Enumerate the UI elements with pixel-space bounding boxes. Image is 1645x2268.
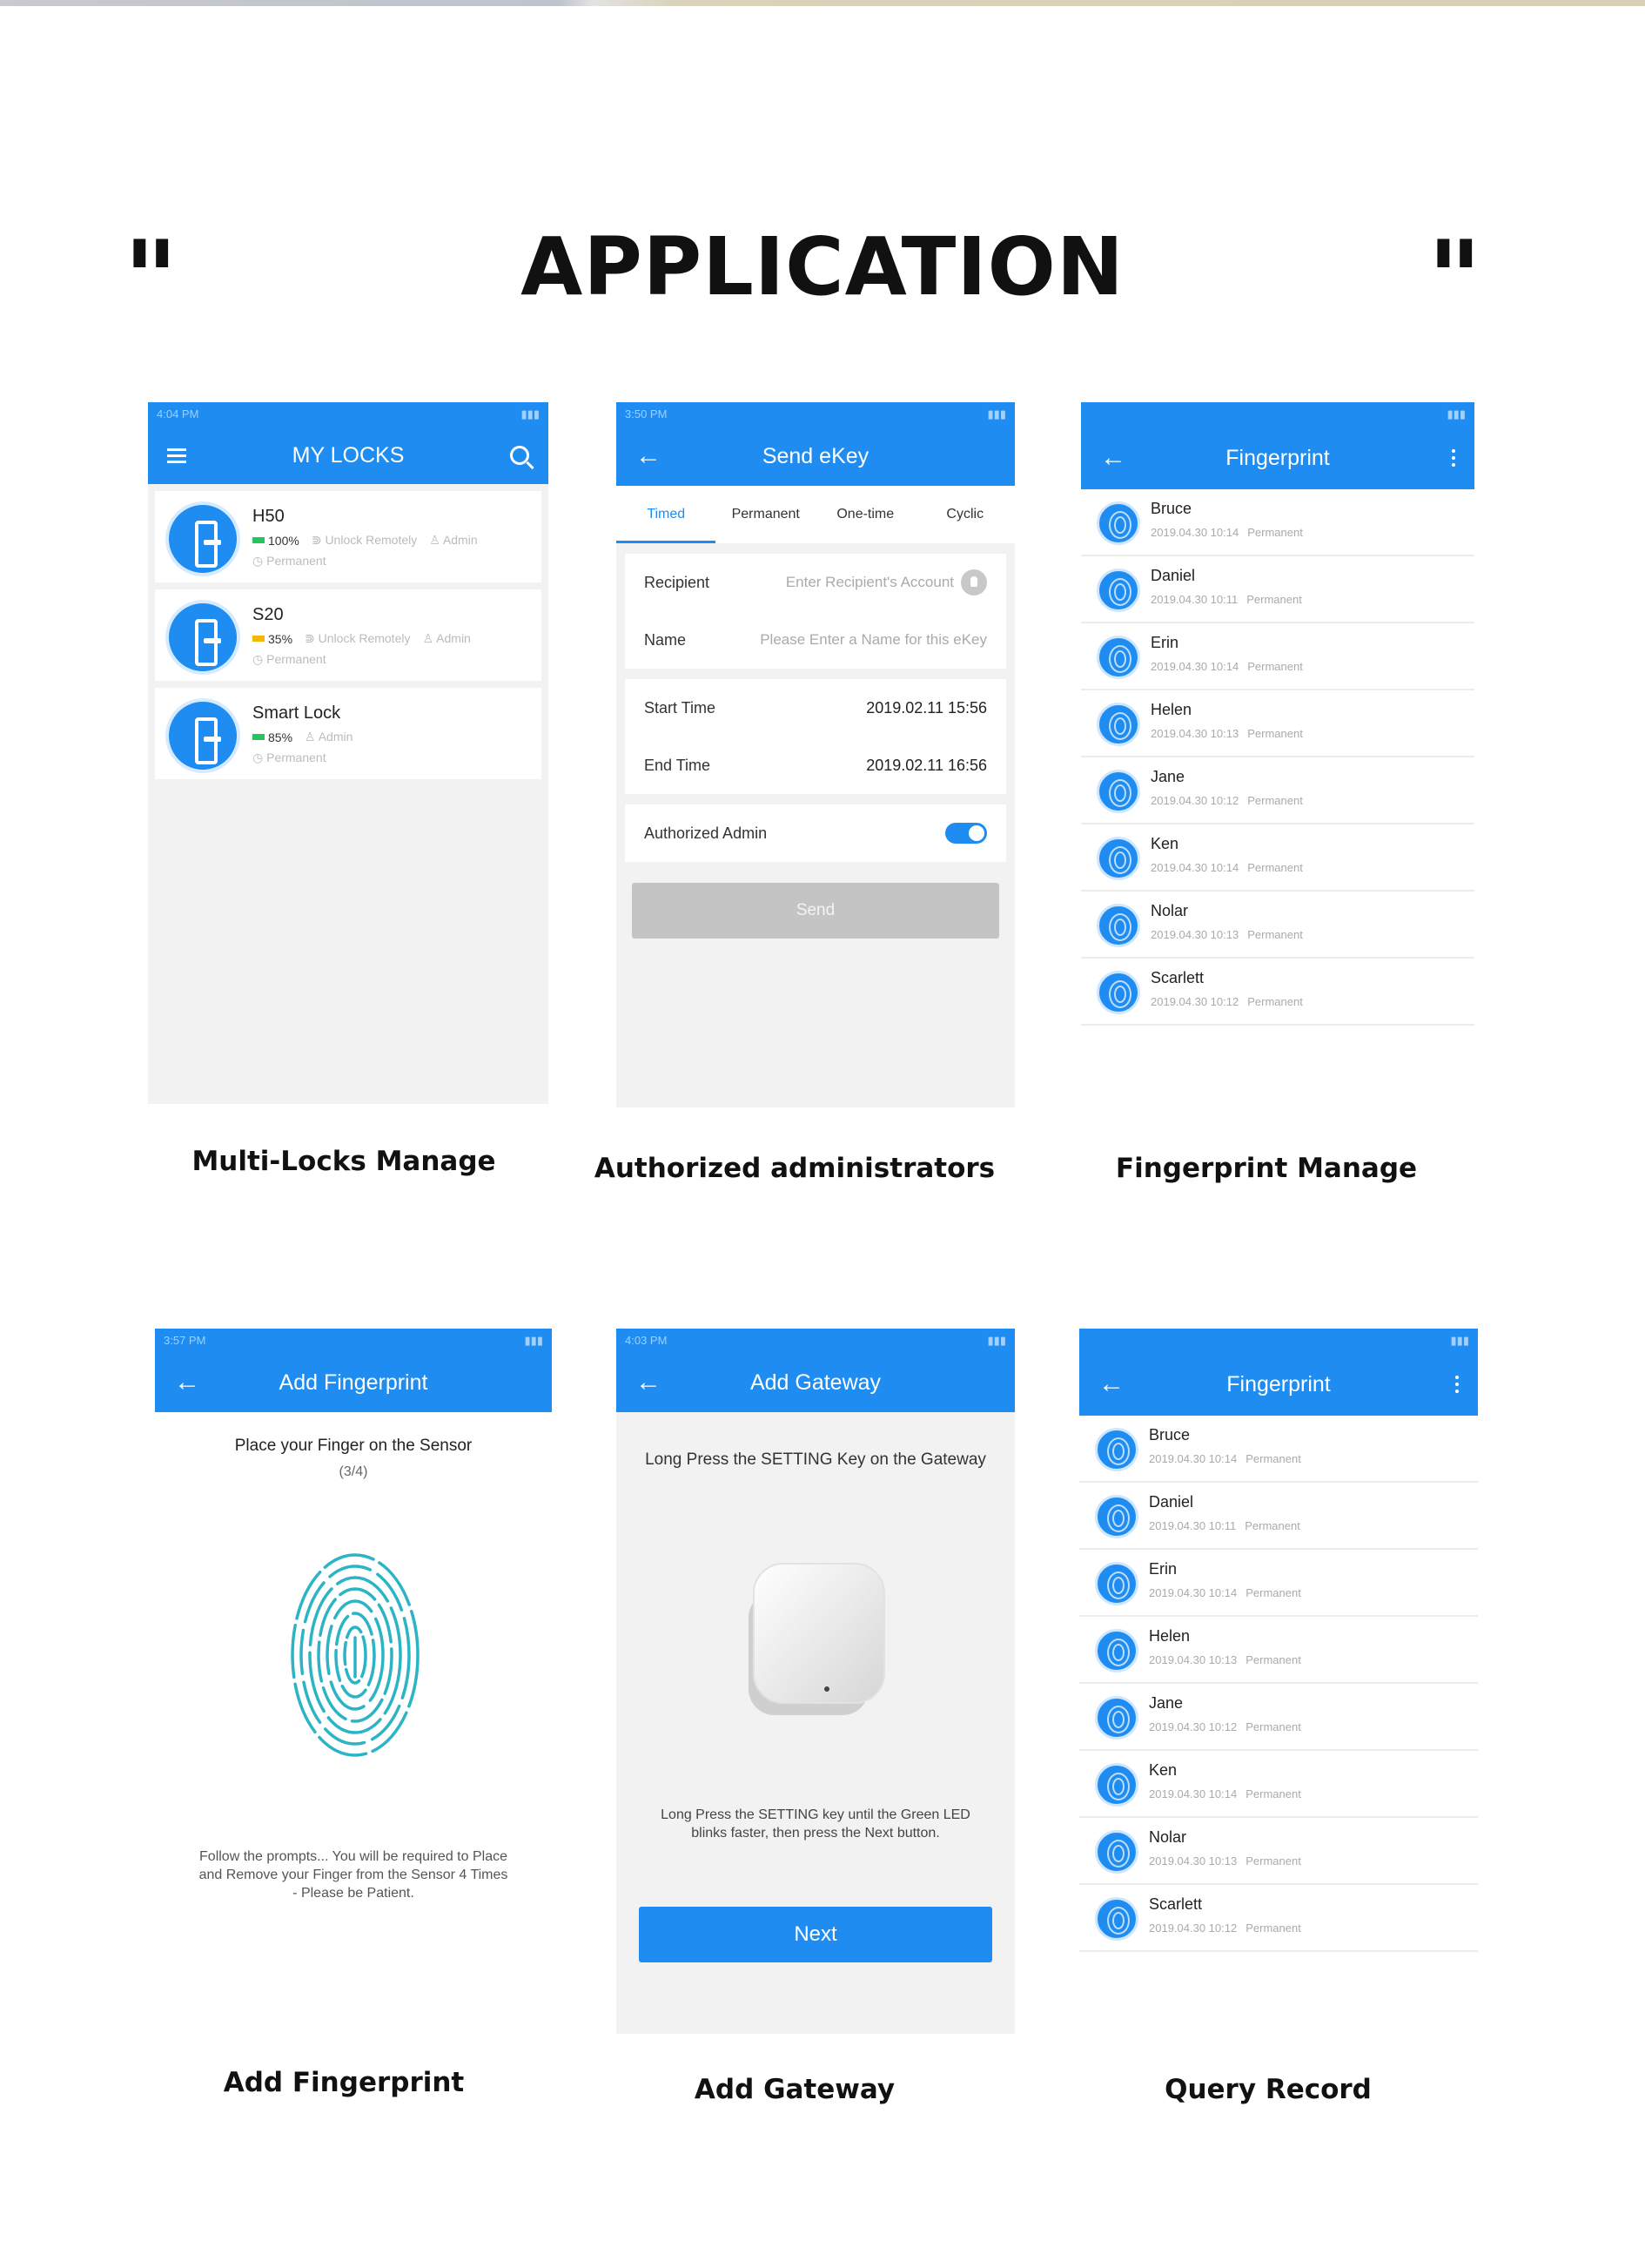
list-item[interactable]: Jane 2019.04.30 10:12 Permanent xyxy=(1079,1684,1478,1751)
recipient-block xyxy=(625,554,1006,669)
caption-multi-locks: Multi-Locks Manage xyxy=(191,1146,496,1177)
start-time-value: 2019.02.11 15:56 xyxy=(866,698,987,717)
screen-title: Send eKey xyxy=(762,443,870,468)
back-arrow-icon[interactable]: ← xyxy=(1098,1370,1125,1398)
end-time-row[interactable] xyxy=(625,737,1006,794)
add-gateway-screen xyxy=(616,1329,1015,2034)
left-quote-mark: " xyxy=(124,219,178,340)
fingerprint-icon xyxy=(1095,1629,1138,1672)
list-item[interactable]: Nolar 2019.04.30 10:13 Permanent xyxy=(1081,892,1474,959)
list-item[interactable]: Nolar 2019.04.30 10:13 Permanent xyxy=(1079,1818,1478,1885)
lock-validity: ◷ Permanent xyxy=(252,750,326,764)
more-options-icon[interactable] xyxy=(1452,427,1455,489)
list-item[interactable]: Bruce 2019.04.30 10:14 Permanent xyxy=(1081,489,1474,556)
caption-fingerprint-manage: Fingerprint Manage xyxy=(1115,1153,1418,1184)
lock-card-h50[interactable] xyxy=(155,491,541,582)
fingerprint-icon xyxy=(1097,569,1140,612)
list-item[interactable]: Scarlett 2019.04.30 10:12 Permanent xyxy=(1081,959,1474,1026)
start-time-row[interactable] xyxy=(625,679,1006,737)
battery-icon xyxy=(252,537,265,543)
send-ekey-screen xyxy=(616,402,1015,1107)
end-time-label: End Time xyxy=(644,756,711,774)
fingerprint-help-text: Follow the prompts... You will be required to Place and Remove your Finger from the Sensor 4 Times - Please be Patient. xyxy=(198,1849,508,1901)
app-bar xyxy=(616,427,1015,486)
name-row[interactable] xyxy=(625,611,1006,669)
time-block xyxy=(625,679,1006,794)
screen-title: Fingerprint xyxy=(1225,445,1330,470)
fingerprint-icon xyxy=(1095,1562,1138,1605)
tab-permanent[interactable]: Permanent xyxy=(731,507,800,522)
fingerprint-icon xyxy=(1095,1495,1138,1538)
lock-name: Smart Lock xyxy=(252,703,341,723)
status-bar: 4:04 PM ▮▮▮ xyxy=(148,402,548,427)
caption-add-fingerprint: Add Fingerprint xyxy=(223,2067,465,2098)
recipient-input[interactable]: Enter Recipient's Account xyxy=(785,574,954,590)
authorized-admin-row xyxy=(625,804,1006,862)
name-label: Name xyxy=(644,630,687,649)
tab-cyclic[interactable]: Cyclic xyxy=(946,507,984,522)
fingerprint-scan-icon xyxy=(285,1546,425,1764)
list-item[interactable]: Daniel 2019.04.30 10:11 Permanent xyxy=(1081,556,1474,623)
caption-authorized: Authorized administrators xyxy=(594,1153,996,1184)
back-arrow-icon[interactable]: ← xyxy=(1100,443,1126,472)
active-tab-indicator xyxy=(616,541,715,543)
authorized-admin-label: Authorized Admin xyxy=(644,824,768,842)
list-item[interactable]: Ken 2019.04.30 10:14 Permanent xyxy=(1079,1751,1478,1818)
gateway-instruction: Long Press the SETTING Key on the Gateway xyxy=(645,1450,986,1469)
back-arrow-icon[interactable]: ← xyxy=(174,1368,200,1396)
authorized-admin-toggle[interactable] xyxy=(945,823,987,844)
lock-info: 100% ⋑ Unlock Remotely ♙ Admin xyxy=(252,533,478,548)
recipient-label: Recipient xyxy=(644,573,710,591)
screen-title: Add Fingerprint xyxy=(279,1370,428,1395)
fingerprint-icon xyxy=(1095,1830,1138,1874)
fingerprint-icon xyxy=(1097,837,1140,880)
fingerprint-icon xyxy=(1097,636,1140,679)
fingerprint-icon xyxy=(1095,1897,1138,1941)
fingerprint-progress: (3/4) xyxy=(339,1464,368,1479)
list-item[interactable]: Erin 2019.04.30 10:14 Permanent xyxy=(1081,623,1474,690)
menu-icon[interactable] xyxy=(167,427,186,484)
app-bar xyxy=(155,1353,552,1412)
send-button[interactable]: Send xyxy=(632,883,999,939)
status-bar: ▮▮▮ xyxy=(1081,402,1474,427)
gateway-help-text: Long Press the SETTING key until the Green LED blinks faster, then press the Next button. xyxy=(661,1807,970,1841)
status-bar: ▮▮▮ xyxy=(1079,1329,1478,1353)
battery-icon xyxy=(252,636,265,642)
fingerprint-instruction: Place your Finger on the Sensor xyxy=(234,1437,473,1455)
list-item[interactable]: Helen 2019.04.30 10:13 Permanent xyxy=(1079,1617,1478,1684)
name-input[interactable]: Please Enter a Name for this eKey xyxy=(760,631,987,648)
fingerprint-icon xyxy=(1095,1763,1138,1807)
top-strip xyxy=(0,0,1645,6)
status-bar: 4:03 PM ▮▮▮ xyxy=(616,1329,1015,1353)
tab-one-time[interactable]: One-time xyxy=(836,507,895,522)
next-button[interactable]: Next xyxy=(639,1907,992,1962)
list-item[interactable]: Ken 2019.04.30 10:14 Permanent xyxy=(1081,824,1474,892)
fingerprint-icon xyxy=(1095,1696,1138,1740)
lock-name: H50 xyxy=(252,507,285,526)
admin-block xyxy=(625,804,1006,862)
status-bar: 3:57 PM ▮▮▮ xyxy=(155,1329,552,1353)
fingerprint-icon xyxy=(1097,501,1140,545)
lock-validity: ◷ Permanent xyxy=(252,652,326,666)
my-locks-screen xyxy=(148,402,548,1104)
fingerprint-icon xyxy=(1097,904,1140,947)
end-time-value: 2019.02.11 16:56 xyxy=(866,756,987,774)
back-arrow-icon[interactable]: ← xyxy=(635,1368,661,1396)
list-item[interactable]: Helen 2019.04.30 10:13 Permanent xyxy=(1081,690,1474,757)
lock-icon xyxy=(165,698,240,773)
lock-icon xyxy=(165,501,240,576)
query-record-screen xyxy=(1079,1329,1478,1955)
screen-title: Add Gateway xyxy=(749,1370,882,1395)
fingerprint-icon xyxy=(1097,703,1140,746)
list-item[interactable]: Bruce 2019.04.30 10:14 Permanent xyxy=(1079,1416,1478,1483)
lock-icon xyxy=(165,600,240,675)
start-time-label: Start Time xyxy=(644,698,716,717)
app-bar xyxy=(616,1353,1015,1412)
lock-validity: ◷ Permanent xyxy=(252,554,326,568)
lock-name: S20 xyxy=(252,605,284,624)
right-quote-mark: " xyxy=(1427,219,1482,340)
caption-add-gateway: Add Gateway xyxy=(694,2074,896,2105)
contact-icon[interactable] xyxy=(961,569,987,596)
gateway-device-image xyxy=(738,1557,895,1722)
fingerprint-icon xyxy=(1097,770,1140,813)
fingerprint-screen xyxy=(1081,402,1474,1029)
lock-card-smart-lock[interactable] xyxy=(155,688,541,779)
app-bar xyxy=(1081,427,1474,489)
app-bar xyxy=(1079,1353,1478,1416)
add-fingerprint-screen xyxy=(155,1329,552,1903)
more-options-icon[interactable] xyxy=(1455,1353,1459,1416)
search-icon[interactable] xyxy=(510,427,529,484)
screen-title: Fingerprint xyxy=(1226,1371,1331,1396)
list-item[interactable]: Daniel 2019.04.30 10:11 Permanent xyxy=(1079,1483,1478,1550)
lock-info: 85% ♙ Admin xyxy=(252,730,352,744)
app-bar xyxy=(148,427,548,484)
fingerprint-icon xyxy=(1095,1428,1138,1471)
list-item[interactable]: Scarlett 2019.04.30 10:12 Permanent xyxy=(1079,1885,1478,1952)
fingerprint-list xyxy=(1081,489,1474,1026)
page-heading: APPLICATION xyxy=(520,220,1125,313)
list-item[interactable]: Erin 2019.04.30 10:14 Permanent xyxy=(1079,1550,1478,1617)
back-arrow-icon[interactable]: ← xyxy=(635,441,661,470)
tab-timed[interactable]: Timed xyxy=(647,507,686,522)
fingerprint-icon xyxy=(1097,971,1140,1014)
battery-icon xyxy=(252,734,265,740)
record-list xyxy=(1079,1416,1478,1952)
lock-info: 35% ⋑ Unlock Remotely ♙ Admin xyxy=(252,631,471,646)
lock-card-s20[interactable] xyxy=(155,589,541,681)
ekey-tabs xyxy=(616,486,1015,543)
status-bar: 3:50 PM ▮▮▮ xyxy=(616,402,1015,427)
caption-query-record: Query Record xyxy=(1165,2074,1372,2105)
list-item[interactable]: Jane 2019.04.30 10:12 Permanent xyxy=(1081,757,1474,824)
recipient-row[interactable] xyxy=(625,554,1006,611)
screen-title: MY LOCKS xyxy=(292,442,405,468)
